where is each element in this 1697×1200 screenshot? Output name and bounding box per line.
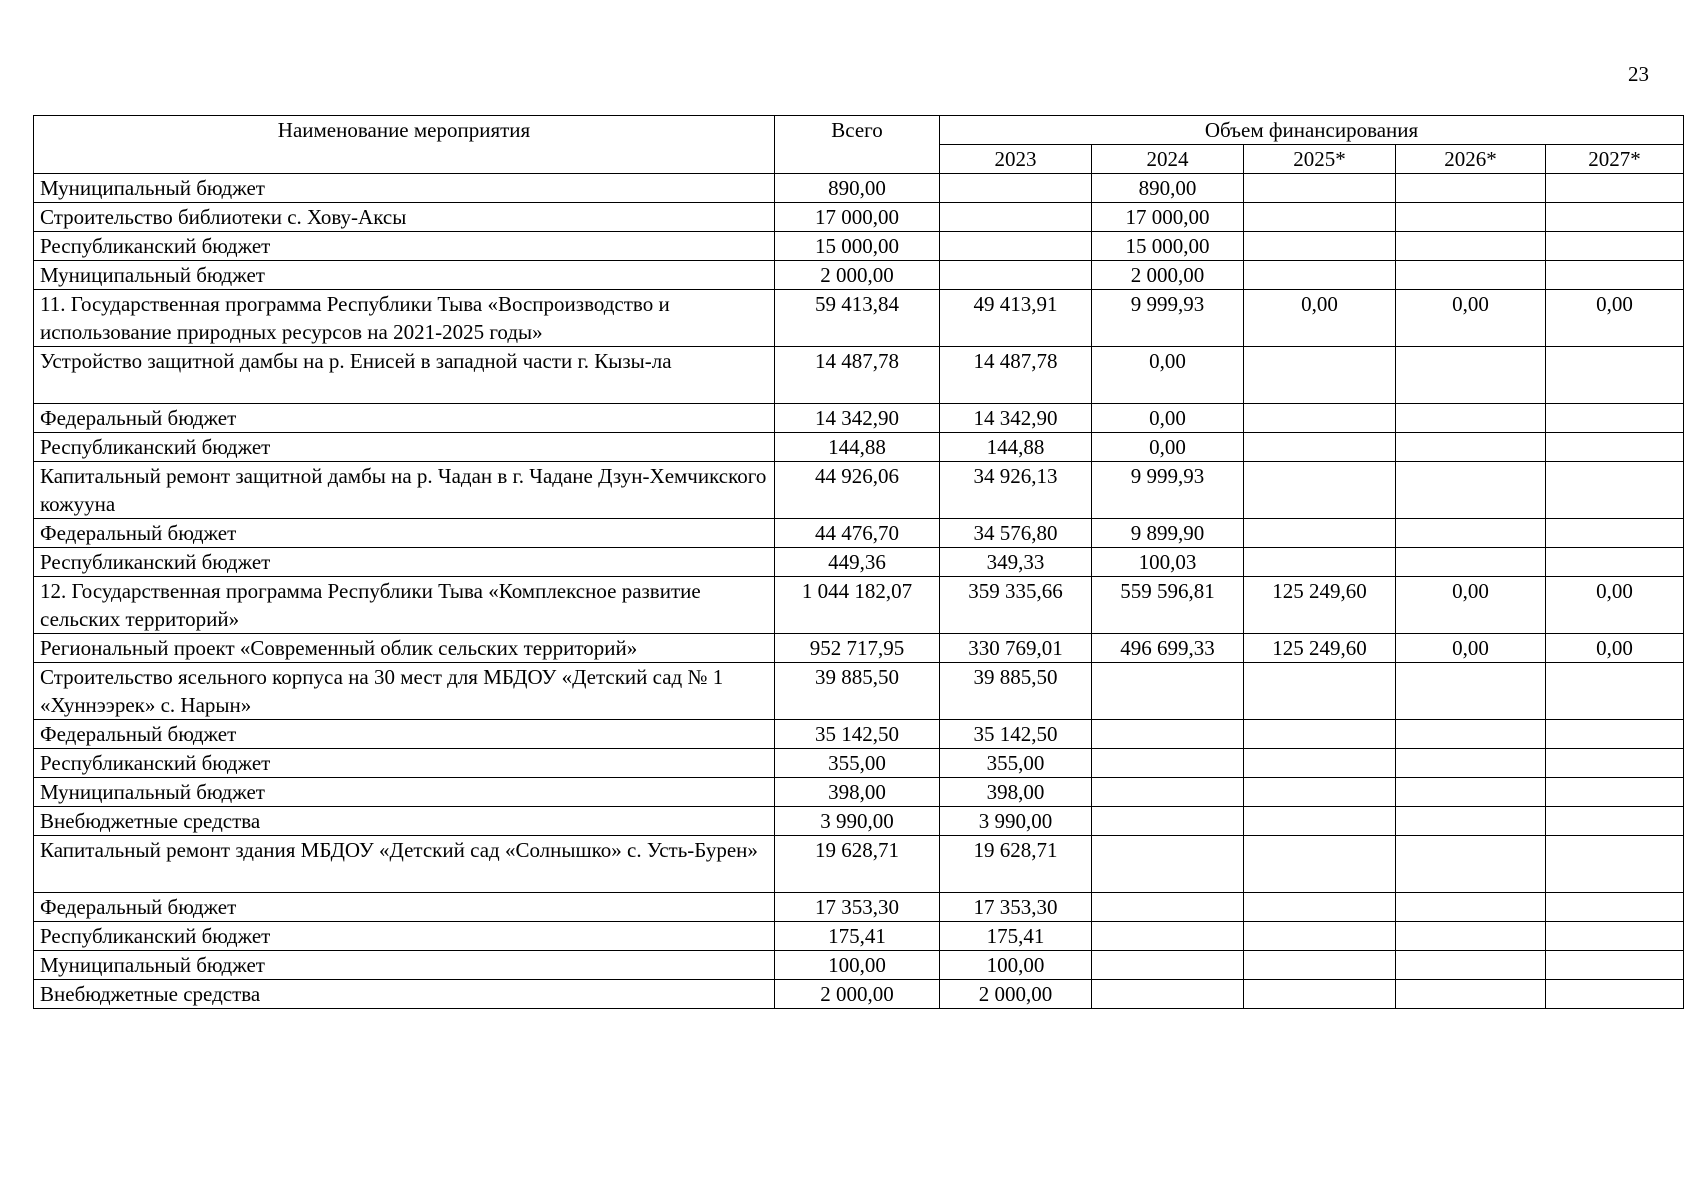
table-row [34, 836, 1684, 893]
cell-2023: 34 576,80 [940, 519, 1092, 548]
table-row [34, 433, 1684, 462]
cell-2027 [1546, 720, 1684, 749]
cell-2027: 0,00 [1546, 290, 1684, 347]
cell-2027 [1546, 922, 1684, 951]
cell-2025 [1244, 778, 1396, 807]
cell-total: 15 000,00 [775, 232, 940, 261]
cell-2025: 0,00 [1244, 290, 1396, 347]
cell-2026 [1396, 980, 1546, 1009]
header-year-2024: 2024 [1092, 145, 1244, 174]
header-year-2023: 2023 [940, 145, 1092, 174]
cell-2025 [1244, 462, 1396, 519]
cell-2024: 890,00 [1092, 174, 1244, 203]
cell-2024 [1092, 807, 1244, 836]
table-row [34, 203, 1684, 232]
cell-2026 [1396, 174, 1546, 203]
cell-2024: 0,00 [1092, 347, 1244, 404]
table-row [34, 720, 1684, 749]
cell-2023: 2 000,00 [940, 980, 1092, 1009]
table-row [34, 922, 1684, 951]
cell-2023 [940, 203, 1092, 232]
cell-2027 [1546, 433, 1684, 462]
header-year-2027: 2027* [1546, 145, 1684, 174]
cell-2024 [1092, 951, 1244, 980]
cell-2023: 398,00 [940, 778, 1092, 807]
table-row [34, 519, 1684, 548]
table-row [34, 174, 1684, 203]
cell-2023: 349,33 [940, 548, 1092, 577]
cell-2026 [1396, 462, 1546, 519]
cell-2024: 496 699,33 [1092, 634, 1244, 663]
cell-name: Муниципальный бюджет [34, 778, 775, 807]
cell-name: Республиканский бюджет [34, 548, 775, 577]
table-row [34, 893, 1684, 922]
cell-name: Внебюджетные средства [34, 980, 775, 1009]
cell-name: 12. Государственная программа Республики Тыва «Комплексное развитие сельских территорий» [34, 577, 775, 634]
cell-2027: 0,00 [1546, 577, 1684, 634]
cell-2025 [1244, 174, 1396, 203]
table-row [34, 261, 1684, 290]
cell-2026 [1396, 548, 1546, 577]
cell-total: 100,00 [775, 951, 940, 980]
cell-total: 2 000,00 [775, 980, 940, 1009]
cell-2026 [1396, 261, 1546, 290]
cell-2026 [1396, 404, 1546, 433]
cell-2026 [1396, 749, 1546, 778]
cell-2026 [1396, 778, 1546, 807]
cell-name: Строительство ясельного корпуса на 30 мест для МБДОУ «Детский сад № 1 «Хуннээрек» с. Нарын» [34, 663, 775, 720]
table-row [34, 404, 1684, 433]
cell-2027 [1546, 807, 1684, 836]
cell-name: Строительство библиотеки с. Хову-Аксы [34, 203, 775, 232]
cell-2025 [1244, 749, 1396, 778]
cell-2027 [1546, 261, 1684, 290]
cell-name: Муниципальный бюджет [34, 261, 775, 290]
cell-2024: 0,00 [1092, 433, 1244, 462]
cell-2027 [1546, 203, 1684, 232]
cell-2026: 0,00 [1396, 290, 1546, 347]
financing-table [33, 115, 1684, 1009]
cell-name: Капитальный ремонт здания МБДОУ «Детский сад «Солнышко» с. Усть-Бурен» [34, 836, 775, 893]
cell-2024: 100,03 [1092, 548, 1244, 577]
cell-2024 [1092, 980, 1244, 1009]
cell-name: Республиканский бюджет [34, 433, 775, 462]
cell-total: 3 990,00 [775, 807, 940, 836]
cell-2025 [1244, 893, 1396, 922]
table-row [34, 778, 1684, 807]
cell-total: 35 142,50 [775, 720, 940, 749]
cell-2026 [1396, 663, 1546, 720]
cell-2023: 144,88 [940, 433, 1092, 462]
cell-total: 39 885,50 [775, 663, 940, 720]
cell-2023: 100,00 [940, 951, 1092, 980]
table-row [34, 980, 1684, 1009]
cell-2023: 14 342,90 [940, 404, 1092, 433]
table-row [34, 634, 1684, 663]
cell-name: Федеральный бюджет [34, 519, 775, 548]
cell-2025 [1244, 519, 1396, 548]
cell-2026 [1396, 836, 1546, 893]
cell-total: 449,36 [775, 548, 940, 577]
cell-total: 17 353,30 [775, 893, 940, 922]
cell-2026 [1396, 519, 1546, 548]
cell-2025 [1244, 663, 1396, 720]
cell-name: Республиканский бюджет [34, 232, 775, 261]
cell-2027 [1546, 462, 1684, 519]
table-row [34, 951, 1684, 980]
cell-2023: 39 885,50 [940, 663, 1092, 720]
cell-2023: 3 990,00 [940, 807, 1092, 836]
cell-2026 [1396, 347, 1546, 404]
cell-2023 [940, 261, 1092, 290]
cell-2024 [1092, 836, 1244, 893]
cell-2025 [1244, 807, 1396, 836]
cell-total: 1 044 182,07 [775, 577, 940, 634]
cell-total: 144,88 [775, 433, 940, 462]
cell-2027 [1546, 893, 1684, 922]
cell-name: Федеральный бюджет [34, 404, 775, 433]
cell-2025 [1244, 203, 1396, 232]
cell-2023: 355,00 [940, 749, 1092, 778]
cell-total: 17 000,00 [775, 203, 940, 232]
cell-name: Капитальный ремонт защитной дамбы на р. Чадан в г. Чадане Дзун-Хемчикского кожууна [34, 462, 775, 519]
cell-2024: 15 000,00 [1092, 232, 1244, 261]
cell-total: 59 413,84 [775, 290, 940, 347]
cell-2024: 9 999,93 [1092, 462, 1244, 519]
cell-2025 [1244, 404, 1396, 433]
table-row [34, 548, 1684, 577]
cell-2023: 35 142,50 [940, 720, 1092, 749]
cell-2024 [1092, 778, 1244, 807]
cell-2025 [1244, 922, 1396, 951]
cell-2026 [1396, 951, 1546, 980]
cell-total: 44 476,70 [775, 519, 940, 548]
cell-2024: 2 000,00 [1092, 261, 1244, 290]
header-name: Наименование мероприятия [34, 116, 775, 174]
cell-2027 [1546, 836, 1684, 893]
cell-total: 355,00 [775, 749, 940, 778]
cell-2026 [1396, 203, 1546, 232]
cell-2027 [1546, 778, 1684, 807]
cell-total: 175,41 [775, 922, 940, 951]
table-header [34, 116, 1684, 174]
cell-name: Федеральный бюджет [34, 720, 775, 749]
cell-name: Муниципальный бюджет [34, 174, 775, 203]
table-row [34, 232, 1684, 261]
cell-2023: 330 769,01 [940, 634, 1092, 663]
cell-2025 [1244, 347, 1396, 404]
cell-name: Внебюджетные средства [34, 807, 775, 836]
cell-2027 [1546, 980, 1684, 1009]
cell-2026 [1396, 232, 1546, 261]
page-number: 23 [1628, 62, 1649, 86]
header-financing-volume: Объем финансирования [940, 116, 1684, 145]
cell-name: 11. Государственная программа Республики Тыва «Воспроизводство и использование природных ресурсов на 2021-2025 годы» [34, 290, 775, 347]
cell-2024 [1092, 749, 1244, 778]
cell-2023 [940, 232, 1092, 261]
cell-2023: 175,41 [940, 922, 1092, 951]
cell-2024: 0,00 [1092, 404, 1244, 433]
cell-2026 [1396, 433, 1546, 462]
cell-2024 [1092, 720, 1244, 749]
cell-2025 [1244, 836, 1396, 893]
cell-2026 [1396, 893, 1546, 922]
cell-2025 [1244, 951, 1396, 980]
cell-total: 890,00 [775, 174, 940, 203]
cell-2024: 9 999,93 [1092, 290, 1244, 347]
table-row [34, 347, 1684, 404]
cell-2025 [1244, 261, 1396, 290]
cell-2027 [1546, 347, 1684, 404]
cell-2027 [1546, 548, 1684, 577]
cell-2026: 0,00 [1396, 577, 1546, 634]
cell-name: Республиканский бюджет [34, 749, 775, 778]
cell-2027 [1546, 404, 1684, 433]
cell-2025 [1244, 548, 1396, 577]
header-year-2025: 2025* [1244, 145, 1396, 174]
cell-name: Федеральный бюджет [34, 893, 775, 922]
cell-2024 [1092, 663, 1244, 720]
cell-2026 [1396, 807, 1546, 836]
cell-2023: 17 353,30 [940, 893, 1092, 922]
cell-2027 [1546, 749, 1684, 778]
table-row [34, 749, 1684, 778]
cell-2027 [1546, 174, 1684, 203]
cell-2026 [1396, 922, 1546, 951]
cell-name: Республиканский бюджет [34, 922, 775, 951]
cell-2025: 125 249,60 [1244, 634, 1396, 663]
cell-total: 14 342,90 [775, 404, 940, 433]
cell-total: 952 717,95 [775, 634, 940, 663]
cell-2026: 0,00 [1396, 634, 1546, 663]
cell-2027 [1546, 663, 1684, 720]
cell-total: 19 628,71 [775, 836, 940, 893]
cell-2023: 19 628,71 [940, 836, 1092, 893]
cell-2023: 14 487,78 [940, 347, 1092, 404]
cell-2025 [1244, 433, 1396, 462]
cell-2025 [1244, 720, 1396, 749]
cell-2023: 359 335,66 [940, 577, 1092, 634]
cell-2026 [1396, 720, 1546, 749]
cell-2024: 559 596,81 [1092, 577, 1244, 634]
cell-2023 [940, 174, 1092, 203]
cell-2025 [1244, 980, 1396, 1009]
cell-2024: 17 000,00 [1092, 203, 1244, 232]
header-total: Всего [775, 116, 940, 174]
table-body [34, 174, 1684, 1009]
cell-total: 44 926,06 [775, 462, 940, 519]
table-row [34, 462, 1684, 519]
cell-name: Устройство защитной дамбы на р. Енисей в западной части г. Кызы-ла [34, 347, 775, 404]
table-row [34, 807, 1684, 836]
cell-2025 [1244, 232, 1396, 261]
cell-2024: 9 899,90 [1092, 519, 1244, 548]
table-row [34, 290, 1684, 347]
cell-total: 398,00 [775, 778, 940, 807]
table-row [34, 577, 1684, 634]
cell-total: 14 487,78 [775, 347, 940, 404]
cell-2025: 125 249,60 [1244, 577, 1396, 634]
cell-2024 [1092, 922, 1244, 951]
cell-2024 [1092, 893, 1244, 922]
cell-total: 2 000,00 [775, 261, 940, 290]
cell-2023: 49 413,91 [940, 290, 1092, 347]
cell-name: Муниципальный бюджет [34, 951, 775, 980]
cell-2027 [1546, 232, 1684, 261]
header-year-2026: 2026* [1396, 145, 1546, 174]
table-row [34, 663, 1684, 720]
cell-2023: 34 926,13 [940, 462, 1092, 519]
cell-2027 [1546, 951, 1684, 980]
cell-2027: 0,00 [1546, 634, 1684, 663]
cell-name: Региональный проект «Современный облик сельских территорий» [34, 634, 775, 663]
cell-2027 [1546, 519, 1684, 548]
